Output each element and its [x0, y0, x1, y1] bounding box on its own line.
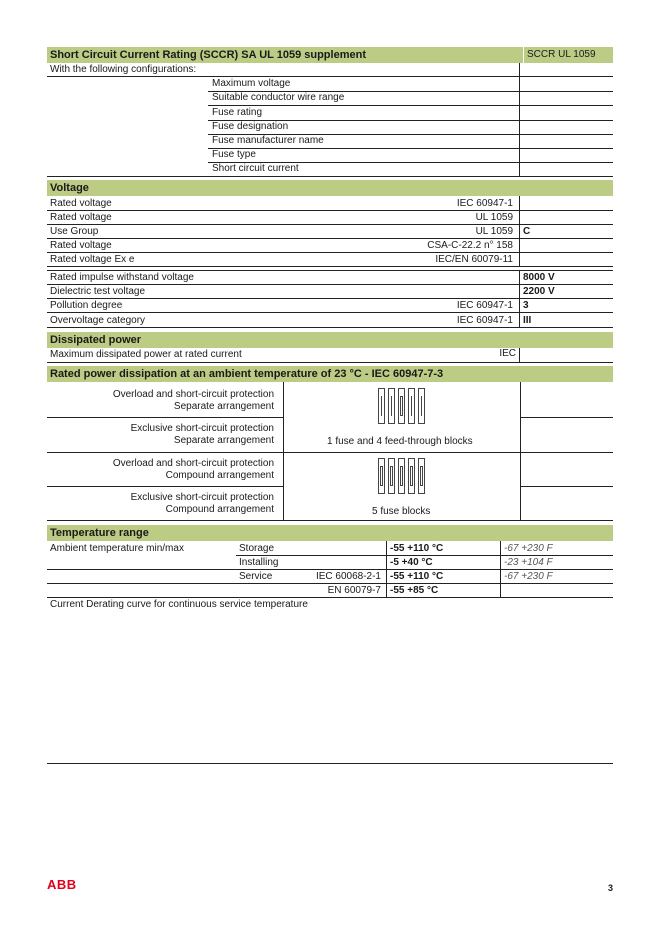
temperature-kind: Service: [239, 571, 273, 582]
rated-power-row3-line1: Overload and short-circuit protection: [112, 458, 274, 469]
sccr-item: Short circuit current: [212, 163, 299, 174]
temperature-kind: Installing: [239, 557, 279, 568]
rated-power-row2-line1: Exclusive short-circuit protection: [130, 423, 274, 434]
voltage-row-standard: UL 1059: [475, 226, 513, 237]
voltage-row-value: 3: [523, 300, 529, 311]
dissipated-header: [47, 332, 613, 348]
rated-power-row1-line2: Separate arrangement: [173, 401, 274, 412]
page-number: 3: [608, 883, 614, 893]
fuse-block: [378, 458, 385, 494]
rated-power-row4-line1: Exclusive short-circuit protection: [130, 492, 274, 503]
temperature-celsius: -55 +110 °C: [390, 543, 444, 554]
voltage-row-label: Overvoltage category: [50, 315, 146, 326]
temperature-standard: EN 60079-7: [327, 585, 381, 596]
rated-power-row1-line1: Overload and short-circuit protection: [112, 389, 274, 400]
dissipated-standard: IEC: [499, 348, 516, 359]
voltage-row-standard: CSA-C-22.2 n° 158: [427, 240, 513, 251]
fuse-block: [398, 458, 405, 494]
sccr-item: Fuse manufacturer name: [212, 135, 324, 146]
voltage-row-label: Rated voltage: [50, 240, 112, 251]
voltage-row-label: Rated voltage: [50, 212, 112, 223]
temperature-kind: Storage: [239, 543, 275, 554]
fuse-block: [408, 458, 415, 494]
fuse-block: [388, 458, 395, 494]
voltage-row-label: Use Group: [50, 226, 99, 237]
image2-caption: 5 fuse blocks: [372, 506, 431, 517]
voltage-row-standard: IEC/EN 60079-11: [435, 254, 513, 265]
rated-power-title: Rated power dissipation at an ambient temperature of 23 °C - IEC 60947-7-3: [50, 368, 444, 380]
voltage-row-value: 8000 V: [523, 272, 555, 283]
sccr-item: Maximum voltage: [212, 78, 291, 89]
voltage-row-standard: IEC 60947-1: [456, 300, 513, 311]
rated-power-header: [47, 366, 613, 382]
voltage-header: [47, 180, 613, 196]
rated-power-row3-line2: Compound arrangement: [165, 470, 274, 481]
temperature-fahrenheit: -67 +230 F: [504, 571, 553, 582]
temperature-title: Temperature range: [50, 527, 149, 539]
feedthrough-block: [408, 388, 415, 424]
sccr-item: Suitable conductor wire range: [212, 92, 345, 103]
temperature-fahrenheit: -67 +230 F: [504, 543, 553, 554]
sccr-title: Short Circuit Current Rating (SCCR) SA UL 1059 supplement: [50, 49, 366, 61]
fuse-block: [398, 388, 405, 424]
sccr-intro: With the following configurations:: [50, 64, 197, 75]
voltage-row-standard: UL 1059: [475, 212, 513, 223]
voltage-row-label: Rated impulse withstand voltage: [50, 272, 194, 283]
sccr-right-label: SCCR UL 1059: [523, 47, 596, 63]
dissipated-label: Maximum dissipated power at rated current: [50, 349, 242, 360]
rated-power-row4-line2: Compound arrangement: [165, 504, 274, 515]
derating-caption: Current Derating curve for continuous service temperature: [50, 599, 308, 610]
voltage-row-value: C: [523, 226, 531, 237]
sccr-item: Fuse designation: [212, 121, 289, 132]
image1-caption: 1 fuse and 4 feed-through blocks: [327, 436, 473, 447]
voltage-row-standard: IEC 60947-1: [456, 315, 513, 326]
sccr-item: Fuse type: [212, 149, 256, 160]
temperature-header: [47, 525, 613, 541]
sccr-item: Fuse rating: [212, 107, 263, 118]
feedthrough-block: [388, 388, 395, 424]
dissipated-title: Dissipated power: [50, 334, 142, 346]
temperature-standard: IEC 60068-2-1: [315, 571, 381, 582]
fuse-block: [418, 458, 425, 494]
rated-power-row2-line2: Separate arrangement: [173, 435, 274, 446]
voltage-title: Voltage: [50, 182, 89, 194]
voltage-row-value: 2200 V: [523, 286, 555, 297]
feedthrough-block: [418, 388, 425, 424]
sccr-header: [47, 47, 613, 63]
temperature-celsius: -55 +85 °C: [390, 585, 439, 596]
feedthrough-block: [378, 388, 385, 424]
voltage-row-value: III: [523, 315, 532, 326]
voltage-row-label: Rated voltage: [50, 198, 112, 209]
voltage-row-standard: IEC 60947-1: [456, 198, 513, 209]
temperature-label: Ambient temperature min/max: [50, 543, 184, 554]
voltage-row-label: Pollution degree: [50, 300, 123, 311]
abb-logo: ABB: [47, 877, 77, 892]
temperature-celsius: -5 +40 °C: [390, 557, 433, 568]
voltage-row-label: Rated voltage Ex e: [50, 254, 135, 265]
voltage-row-label: Dielectric test voltage: [50, 286, 146, 297]
temperature-fahrenheit: -23 +104 F: [504, 557, 553, 568]
temperature-celsius: -55 +110 °C: [390, 571, 444, 582]
